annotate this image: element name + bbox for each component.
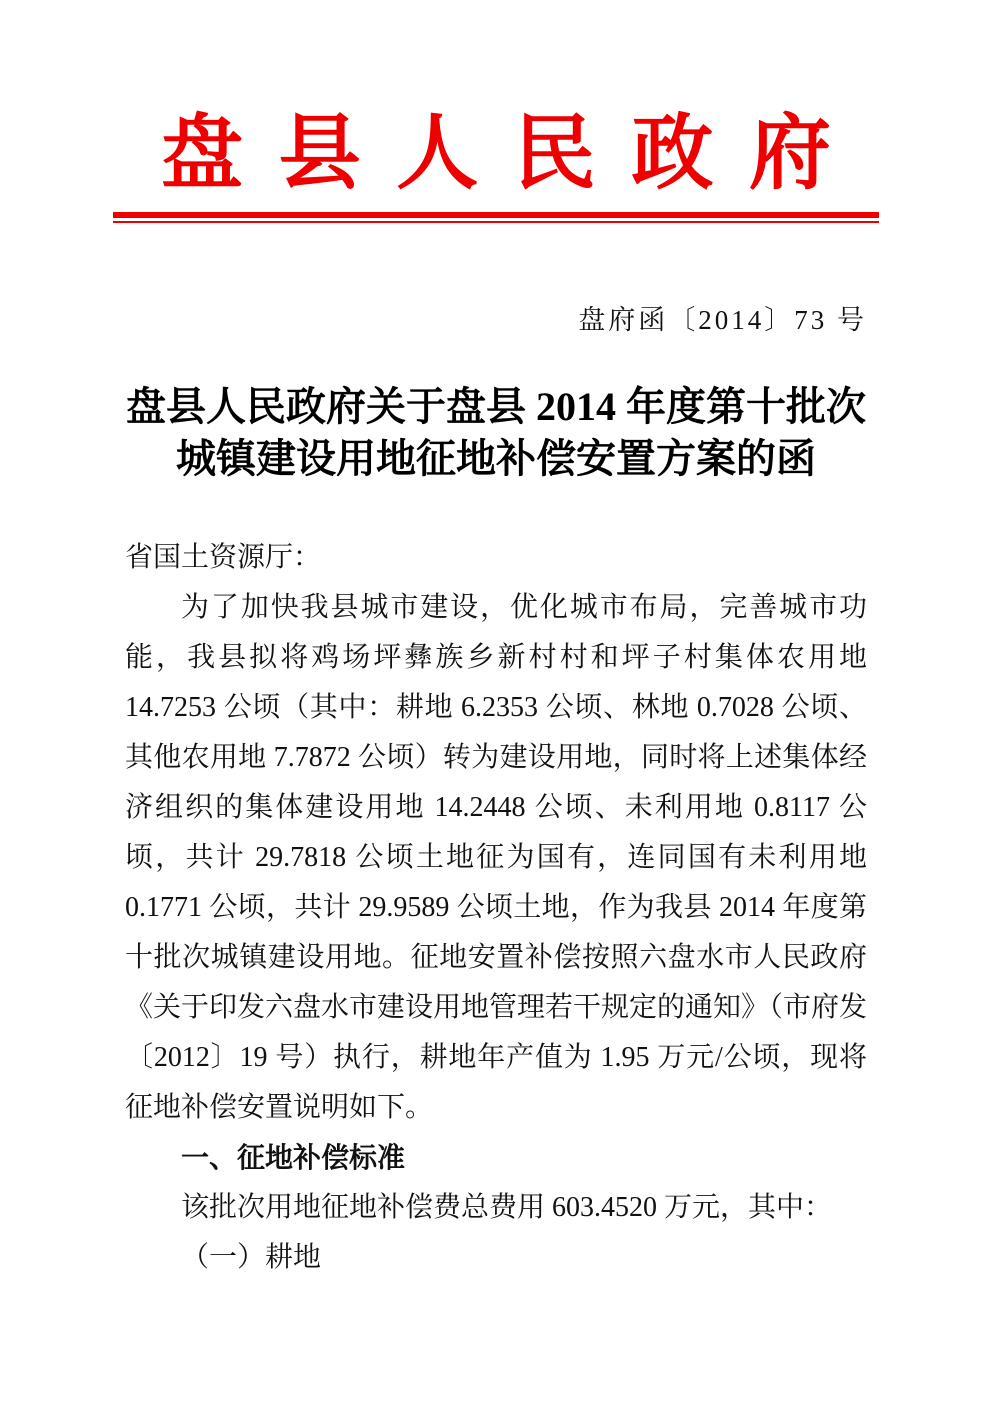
document-title-line1: 盘县人民政府关于盘县 2014 年度第十批次 — [126, 384, 866, 429]
document-title — [125, 381, 867, 485]
body-paragraph-3: （一）耕地 — [181, 1242, 322, 1273]
document-title-line2: 城镇建设用地征地补偿安置方案的函 — [176, 436, 816, 481]
section-heading-1: 一、征地补偿标准 — [181, 1142, 406, 1173]
document-content — [125, 303, 867, 1283]
body-paragraph-2: 该批次用地征地补偿费总费用 603.4520 万元，其中： — [181, 1192, 833, 1223]
document-body — [125, 533, 867, 1283]
body-paragraph-1: 为了加快我县城市建设，优化城市布局，完善城市功能，我县拟将鸡场坪彝族乡新村村和坪子村集体农用地 14.7253 公顷（其中：耕地 6.2353 公顷、林地 0.7028 公顷、其他农用地 7.7872 公顷）转为建设用地，同时将上述集体经济组织的集体建设用地 14.2448 公顷、未利用地 0.8117 公顷，共计 29.7818 公顷土地征为国有，连同国有未利用地 0.1771 公顷，共计 29.9589 公顷土地，作为我县 2014 年度第十批次城镇建设用地。征地安置补偿按照六盘水市人民政府《关于印发六盘水市建设用地管理若干规定的通知》（市府发〔2012〕19 号）执行，耕地年产值为 1.95 万元/公顷，现将征地补偿安置说明如下。 — [125, 592, 868, 1123]
document-number: 盘府函〔2014〕73 号 — [578, 305, 867, 335]
letterhead-org-name: 盘 县 人 民 政 府 — [161, 108, 831, 199]
letterhead-double-rule — [113, 212, 879, 223]
salutation: 省国土资源厅： — [125, 542, 322, 573]
letterhead — [113, 104, 879, 223]
